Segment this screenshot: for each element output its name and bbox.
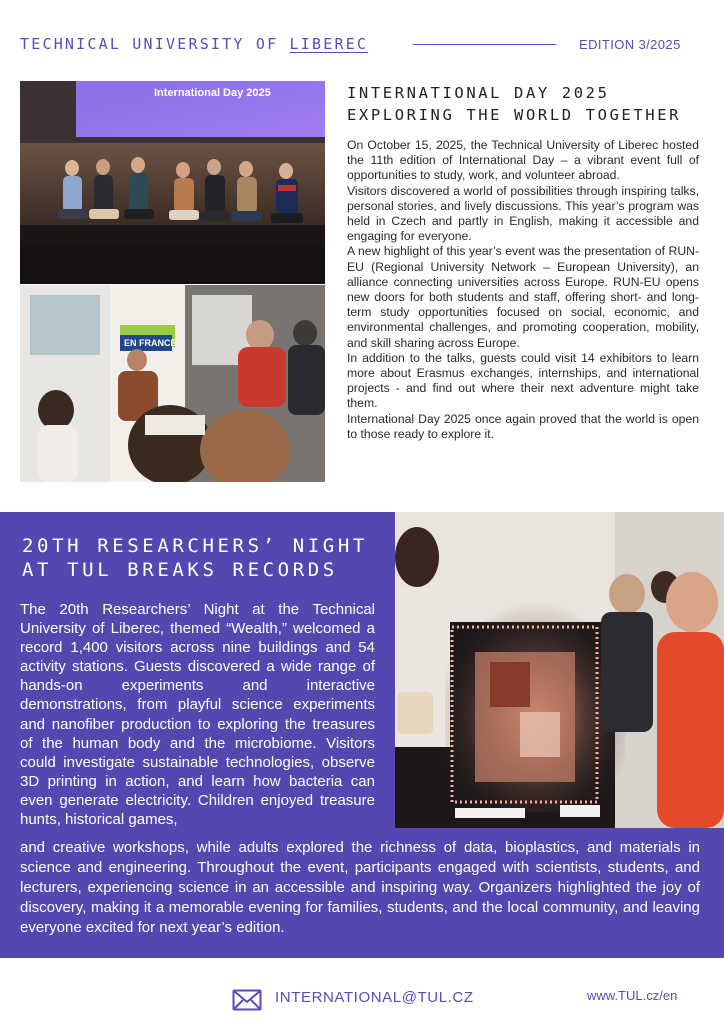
website-link[interactable]: www.TUL.cz/en [587, 988, 678, 1003]
mail-icon [232, 989, 262, 1011]
edition-label: EDITION 3/2025 [579, 37, 681, 52]
article1-heading [347, 82, 707, 126]
article1-paragraph: On October 15, 2025, the Technical University of Liberec hosted the 11th edition of International Day – a vibrant event full of opportunities to study, work, and volunteer abroad. [347, 138, 699, 183]
panel-discussion-photo [20, 81, 325, 284]
title-prefix: TECHNICAL UNIVERSITY OF [20, 35, 290, 53]
article1-paragraph: A new highlight of this year’s event was the presentation of RUN-EU (Regional University Network – European University), an alliance connecting universities across Europe. RUN-EU opens new doors for both students and staff, offering short- and long-term study opportunities focused on social, economic, and environmental challenges, and promoting cooperation, mobility, and skill sharing across Europe. [347, 244, 699, 350]
exhibitor-booth-photo [20, 285, 325, 482]
article2-heading-line2: AT TUL BREAKS RECORDS [22, 559, 338, 581]
article1-paragraph: In addition to the talks, guests could visit 14 exhibitors to learn more about Erasmus exchanges, internships, and international projects - and find out where their next adventure might take them. [347, 350, 699, 411]
article2-heading [22, 534, 392, 582]
publication-title [20, 35, 368, 53]
article2-heading-line1: 20TH RESEARCHERS’ NIGHT [22, 535, 368, 557]
article1-paragraph: International Day 2025 once again proved that the world is open to those ready to explore it. [347, 411, 699, 441]
article2-column-text: The 20th Researchers’ Night at the Technical University of Liberec, themed “Wealth,” welcomed a record 1,400 visitors across nine buildings and 54 activity stations. Guests discovered a wide range of hands-on experiments and interactive demonstrations, from playful science experiments and nanofiber production to exploring the treasures of the human body and the microbiome. Visitors could investigate sustainable technologies, observe 3D printing in action, and learn how bacteria can even generate electricity. Children enjoyed treasure hunts, historical games, [20, 601, 375, 829]
article1-body [347, 138, 699, 442]
booth-banner-text: EN FRANCE [124, 338, 177, 348]
article1-paragraph: Visitors discovered a world of possibilities through inspiring talks, personal stories, and lively discussions. This year’s program was held in Czech and partly in English, making it accessible and engaging for everyone. [347, 183, 699, 244]
article1-heading-line2: EXPLORING THE WORLD TOGETHER [347, 106, 682, 124]
header-divider [413, 44, 556, 45]
article2-wide-text: and creative workshops, while adults explored the richness of data, bioplastics, and materials in science and engineering. Throughout the event, participants engaged with scientists, students, and lecturers, experiencing science in an accessible and inspiring way. Organizers highlighted the joy of discovery, making it a memorable evening for families, students, and the local community, and leaving everyone excited for next year’s edition. [20, 839, 700, 936]
article1-heading-line1: INTERNATIONAL DAY 2025 [347, 84, 610, 102]
contact-email-link[interactable]: INTERNATIONAL@TUL.CZ [275, 989, 474, 1006]
title-underlined: LIBEREC [289, 35, 369, 53]
illuminated-exhibit-photo [395, 512, 724, 828]
screen-caption: International Day 2025 [154, 87, 271, 99]
